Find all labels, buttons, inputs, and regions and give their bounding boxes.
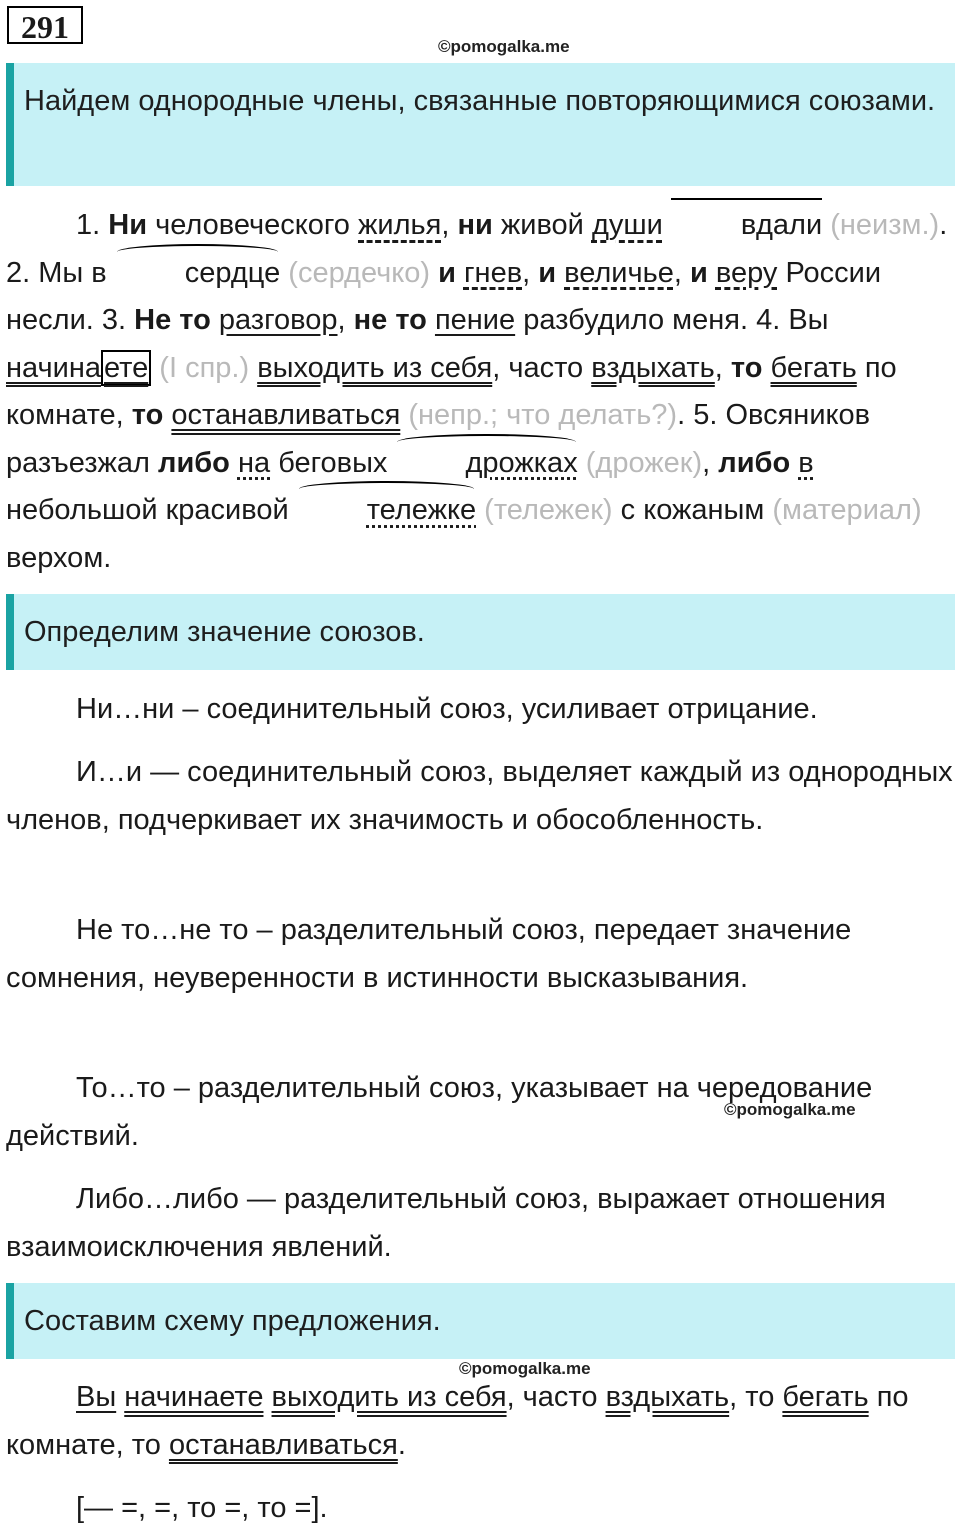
word: верхом.: [6, 541, 112, 574]
subject-word: жилья: [358, 209, 442, 241]
word: небольшой красивой: [6, 494, 289, 526]
word: Вы: [788, 304, 829, 336]
section-heading-text: Найдем однородные члены, связанные повторяющимися союзами.: [24, 85, 936, 117]
preposition: в: [798, 446, 814, 479]
word: по комнате,: [6, 351, 897, 431]
word: живой: [500, 209, 584, 241]
word: беговых: [278, 446, 388, 479]
word: человеческого: [155, 209, 350, 241]
note: (тележек): [484, 494, 613, 526]
predicate-word: останавливаться: [171, 399, 401, 431]
note: (материал): [772, 494, 922, 526]
section-heading-scheme: [6, 1283, 955, 1359]
word: Овсяников: [725, 399, 871, 431]
conjunction: ни: [457, 209, 493, 241]
watermark-middle: ©pomogalka.me: [724, 1100, 856, 1119]
meaning-libo-libo: Либо…либо — разделительный союз, выражает отношения взаимоисключения явлений.: [6, 1183, 886, 1263]
word: разъезжал: [6, 446, 150, 479]
punctuation: .: [397, 1428, 406, 1461]
meaning-ni-ni: Ни…ни – соединительный союз, усиливает отрицание.: [76, 693, 818, 725]
word: часто: [508, 351, 584, 384]
predicate-word: останавливаться: [168, 1428, 398, 1461]
subject-word: пение: [434, 304, 516, 336]
meaning-i-i: И…и — соединительный союз, выделяет каждый из однородных членов, подчеркивает их значимость и обособленность.: [6, 756, 953, 836]
sentence-number: 3.: [101, 304, 127, 336]
sentence-number: 5.: [693, 399, 718, 431]
sentence-number: 1.: [76, 209, 101, 241]
word: , то: [729, 1381, 775, 1413]
conjunction: Ни: [108, 209, 148, 241]
predicate-word: выходить из себя: [271, 1381, 507, 1413]
scheme-sentence: [6, 1374, 956, 1469]
adverbial-word: дрожках: [395, 440, 577, 488]
meaning-ne-to: Не то…не то – разделительный союз, передает значение сомнения, неуверенности в истинности высказывания.: [6, 914, 852, 994]
note: (I спр.): [159, 351, 250, 384]
predicate-word: выходить из себя: [257, 351, 493, 384]
word: по комнате, то: [6, 1381, 909, 1461]
sentences-block: 1. Ни человеческого жилья, ни живой души вдали (неизм.). 2. Мы в сердце (сердечко) и гнев, и величье, и веру России несли. 3. Не то разговор, не то пение разбудило меня. 4. Вы начина ете (I спр.) выходить из себя, часто вздыхать, то бегать по комнате, то останавливаться (непр.; что делать?). 5. Овсяников разъезжал либо на беговых дрожках (дрожек), либо в небольшой красивой тележке (тележек) с кожаным (материал) верхом.: [6, 202, 956, 582]
predicate-word: вздыхать: [605, 1381, 730, 1413]
meaning-to-to: То…то – разделительный союз, указывает на чередование действий.: [6, 1072, 873, 1152]
word: , часто: [506, 1381, 598, 1413]
watermark-top: ©pomogalka.me: [438, 37, 570, 56]
predicate-word: начинаете: [124, 1381, 264, 1413]
conjunction: не то: [353, 304, 427, 336]
conjunction: то: [131, 399, 164, 431]
section-heading-text: Определим значение союзов.: [24, 616, 425, 648]
word: России несли.: [6, 256, 882, 336]
scheme-formula: [— =, =, то =, то =].: [76, 1492, 328, 1524]
word: разбудило меня.: [523, 304, 749, 336]
conjunction: либо: [718, 446, 791, 479]
predicate-word: начина: [6, 351, 101, 384]
section-heading-meanings: [6, 594, 955, 670]
word: кожаным: [643, 494, 765, 526]
sentence-number: 4.: [756, 304, 781, 336]
ending-box: ете: [101, 350, 151, 386]
conjunction: и: [538, 256, 557, 289]
conjunction: либо: [158, 446, 230, 479]
predicate-word: вздыхать: [591, 351, 715, 384]
object-word: гнев: [463, 256, 523, 289]
section-heading-text: Составим схему предложения.: [24, 1305, 441, 1337]
word-root: сердце: [115, 250, 280, 298]
subject-word: разговор: [218, 304, 338, 336]
note: (неизм.): [830, 209, 940, 241]
conjunction: то: [730, 351, 763, 384]
note: (непр.; что делать?): [408, 399, 678, 431]
subject-word: души: [591, 209, 663, 241]
word: Мы в: [38, 256, 107, 289]
object-word: величье: [564, 256, 674, 289]
watermark-bottom: ©pomogalka.me: [459, 1359, 591, 1378]
sentence-number: 2.: [6, 256, 31, 289]
predicate-word: бегать: [782, 1381, 869, 1413]
exercise-number: 291: [7, 6, 83, 44]
note: (дрожек): [585, 446, 703, 479]
subject-word: Вы: [76, 1381, 117, 1413]
conjunction: Не то: [134, 304, 211, 336]
adverbial-word: тележке: [297, 487, 476, 535]
object-word: веру: [715, 256, 778, 289]
note: (сердечко): [288, 256, 431, 289]
preposition: на: [237, 446, 271, 479]
section-heading-homogeneous: [6, 63, 955, 186]
predicate-word: бегать: [770, 351, 857, 384]
word: с: [620, 494, 636, 526]
adverb-word: вдали: [671, 202, 822, 250]
conjunction: и: [438, 256, 456, 289]
conjunction: и: [689, 256, 708, 289]
